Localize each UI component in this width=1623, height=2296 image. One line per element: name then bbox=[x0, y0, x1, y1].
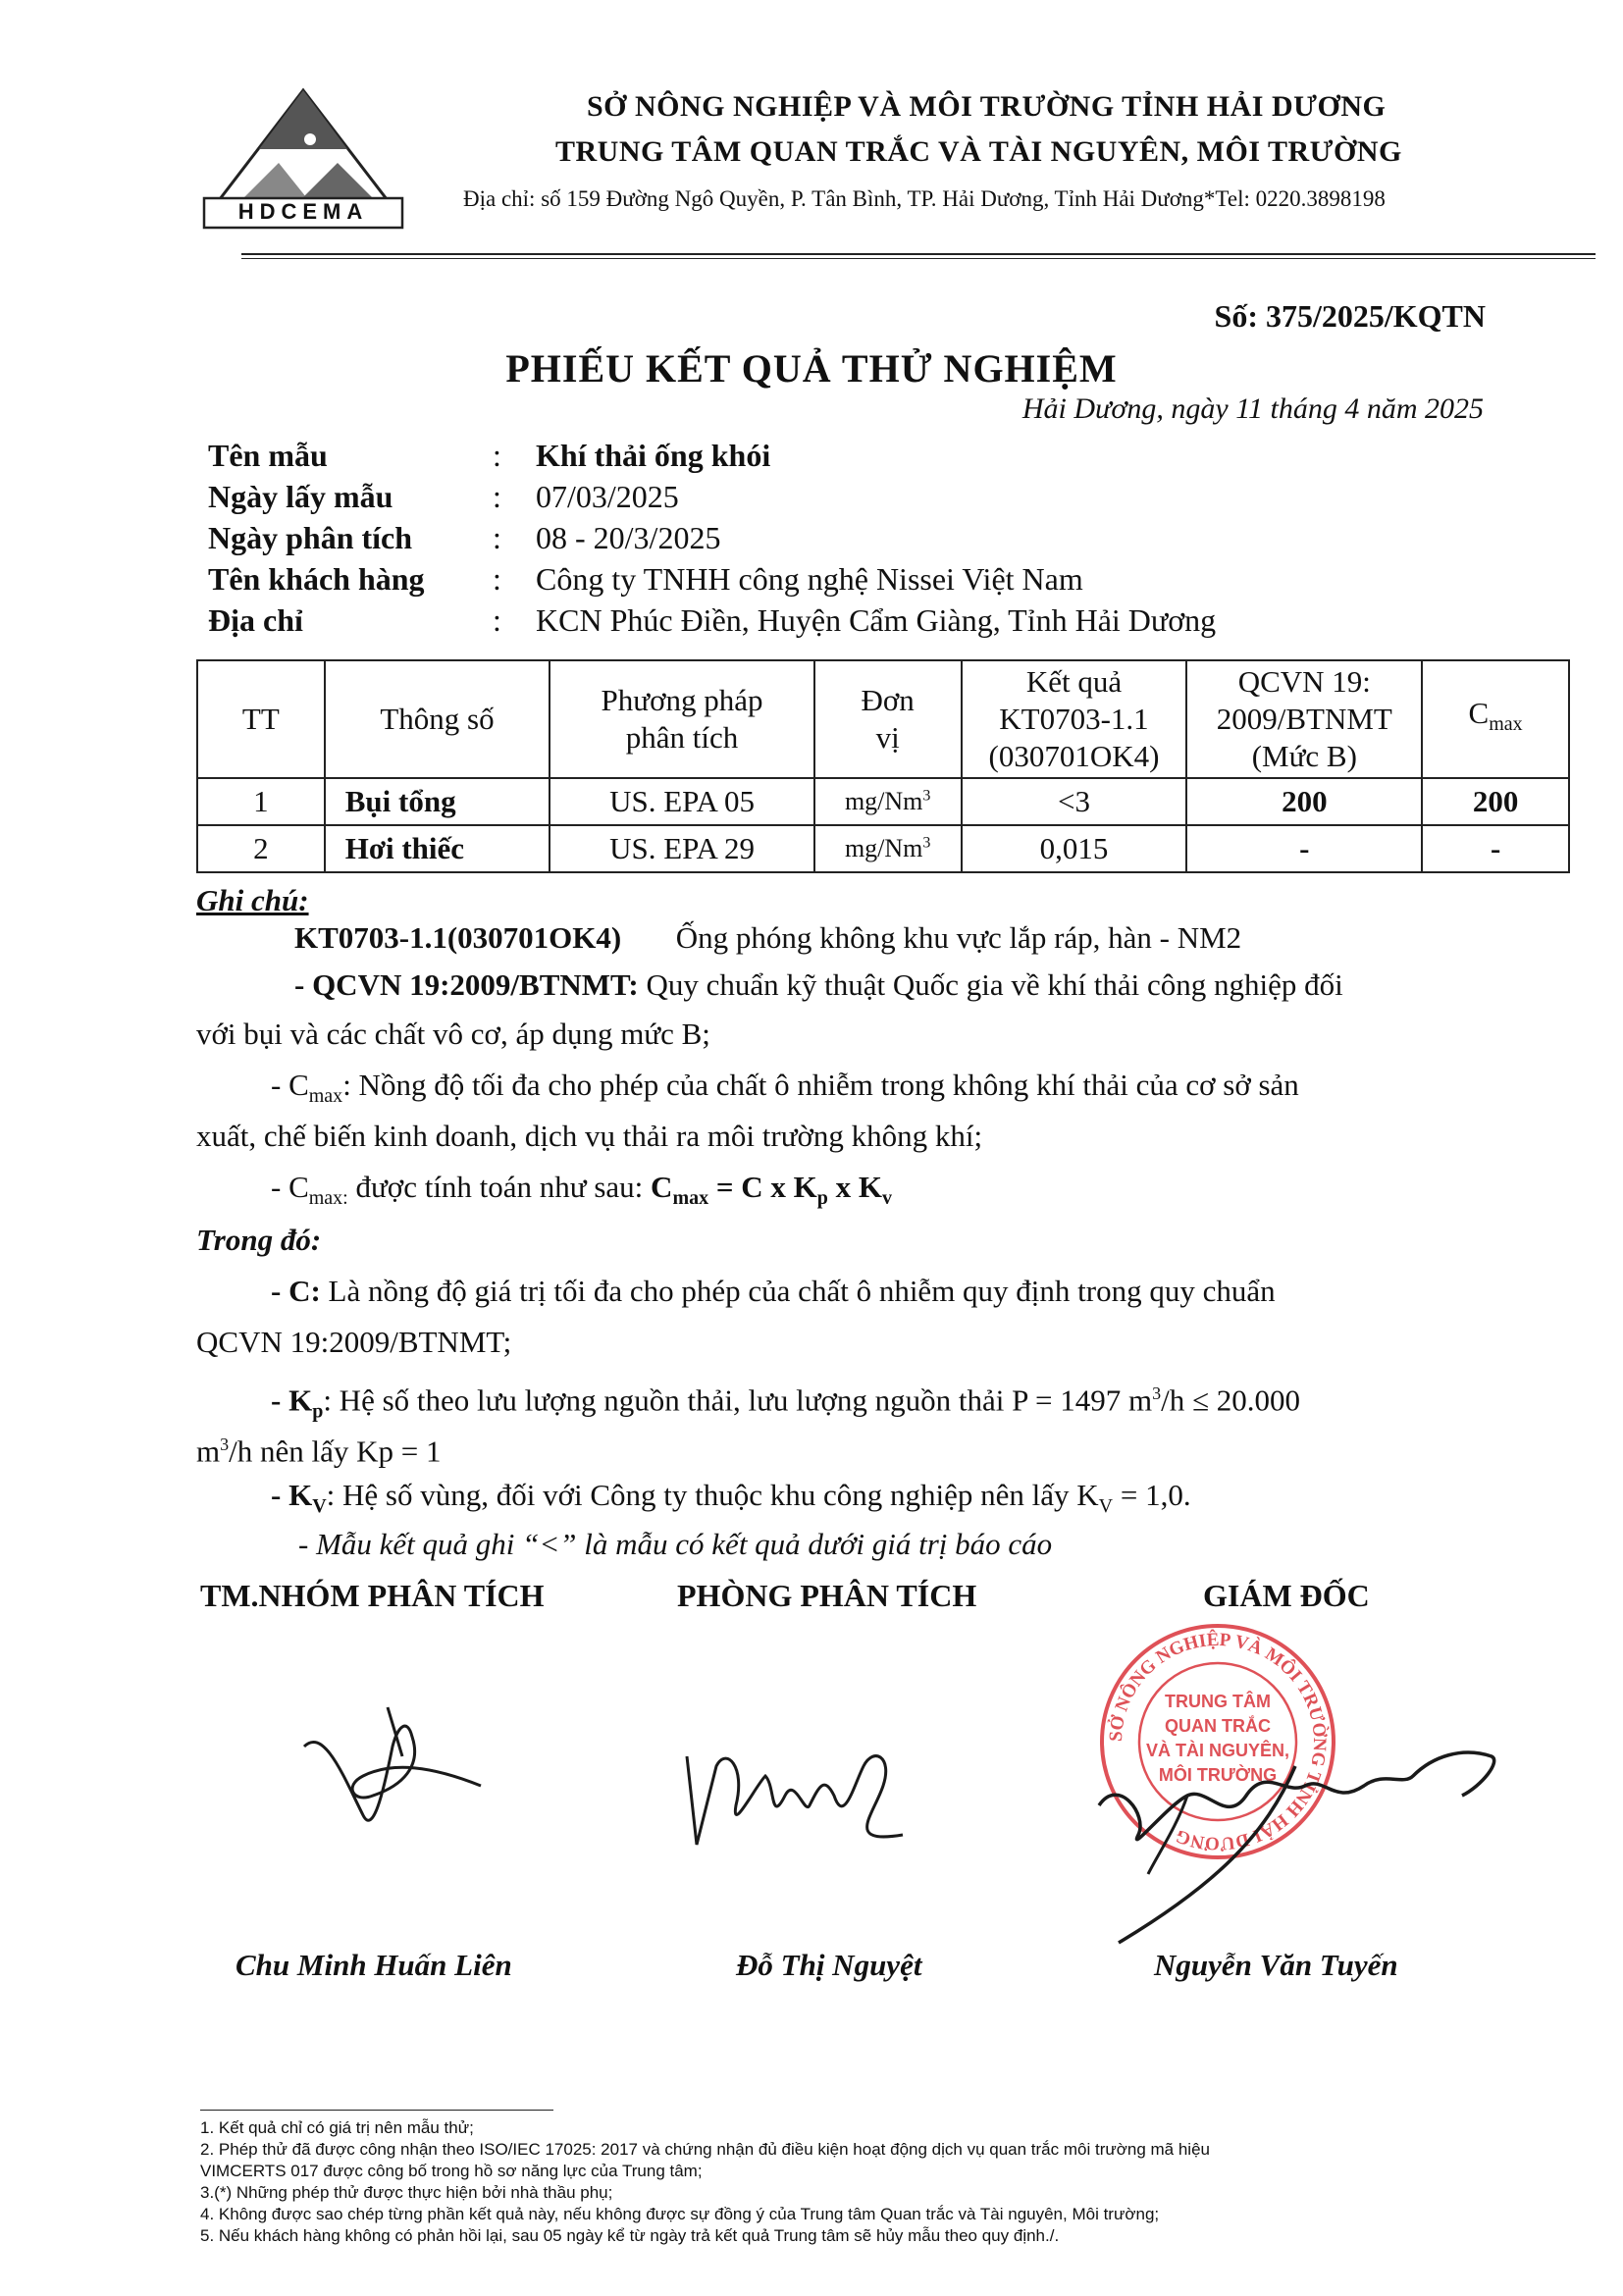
calc-sub: max: bbox=[308, 1187, 348, 1210]
info-label: Tên mẫu bbox=[208, 438, 328, 473]
header-qcvn-l1: QCVN 19: bbox=[1237, 664, 1371, 699]
signature-2 bbox=[657, 1727, 952, 1864]
info-sep: : bbox=[493, 520, 501, 555]
header-method-l1: Phương pháp bbox=[601, 683, 763, 717]
calc-prefix: - C bbox=[271, 1170, 309, 1204]
kv-sub: V bbox=[312, 1495, 327, 1518]
kp2-text: m bbox=[196, 1434, 221, 1469]
qcvn-label: - QCVN 19:2009/BTNMT: bbox=[294, 967, 639, 1002]
header-unit bbox=[814, 660, 962, 778]
notes-heading: Ghi chú: bbox=[196, 883, 309, 917]
info-value: 07/03/2025 bbox=[536, 479, 679, 514]
formula-vsub: v bbox=[882, 1187, 893, 1210]
cell-method: US. EPA 29 bbox=[550, 825, 813, 872]
cell-param: Bụi tổng bbox=[325, 778, 550, 825]
stamp-ring-text: SỞ NÔNG NGHIỆP VÀ MÔI TRƯỜNG TỈNH HẢI DƯƠNG bbox=[1105, 1629, 1331, 1854]
info-sep: : bbox=[493, 561, 501, 597]
info-label: Ngày lấy mẫu bbox=[208, 479, 393, 514]
info-label: Ngày phân tích bbox=[208, 520, 413, 555]
org-address: Địa chỉ: số 159 Đường Ngô Quyền, P. Tân Bình, TP. Hải Dương, Tỉnh Hải Dương*Tel: 0220.3898198 bbox=[463, 186, 1386, 211]
unit-text: mg/Nm bbox=[844, 834, 923, 862]
kv-sub2: V bbox=[1098, 1495, 1114, 1518]
logo bbox=[200, 82, 406, 232]
calc-text: được tính toán như sau: bbox=[347, 1170, 652, 1204]
header-cmax-c: C bbox=[1468, 696, 1490, 731]
note-calc-line bbox=[271, 1164, 892, 1222]
stamp-line-3: VÀ TÀI NGUYÊN, bbox=[1145, 1741, 1289, 1760]
info-value: Công ty TNHH công nghệ Nissei Việt Nam bbox=[536, 561, 1083, 597]
note-c-line2: QCVN 19:2009/BTNMT; bbox=[196, 1325, 512, 1359]
footer-line: 3.(*) Những phép thử được thực hiện bởi nhà thầu phụ; bbox=[200, 2183, 613, 2202]
document-date: Hải Dương, ngày 11 tháng 4 năm 2025 bbox=[1021, 392, 1484, 425]
header-method-l2: phân tích bbox=[625, 720, 739, 755]
logo-text: HDCEMA bbox=[237, 199, 369, 224]
header-result-l3: (030701OK4) bbox=[988, 739, 1160, 773]
stamp-line-1: TRUNG TÂM bbox=[1165, 1692, 1271, 1711]
header-unit-l2: vị bbox=[875, 720, 900, 755]
header-qcvn-l3: (Mức B) bbox=[1251, 739, 1357, 773]
stamp-line-2: QUAN TRẮC bbox=[1165, 1716, 1271, 1736]
cell-unit bbox=[814, 825, 962, 872]
c-text: Là nồng độ giá trị tối đa cho phép của chất ô nhiễm quy định trong quy chuẩn bbox=[320, 1274, 1276, 1308]
formula-psub: p bbox=[816, 1187, 828, 1210]
info-sep: : bbox=[493, 479, 501, 514]
cell-qcvn: 200 bbox=[1186, 778, 1422, 825]
info-row bbox=[208, 561, 1216, 602]
kp2-text-end: /h nên lấy Kp = 1 bbox=[229, 1434, 442, 1469]
info-row bbox=[208, 520, 1216, 561]
qcvn-text: Quy chuẩn kỹ thuật Quốc gia về khí thải công nghiệp đối bbox=[646, 967, 1343, 1002]
signature-title-director: GIÁM ĐỐC bbox=[1203, 1578, 1370, 1613]
signature-3 bbox=[1040, 1688, 1550, 1962]
unit-sup: 3 bbox=[922, 787, 931, 805]
trong-do: Trong đó: bbox=[196, 1223, 322, 1257]
cell-unit bbox=[814, 778, 962, 825]
kp-sub: p bbox=[312, 1400, 324, 1423]
signature-title-analysis-group: TM.NHÓM PHÂN TÍCH bbox=[200, 1578, 545, 1613]
footer-notes bbox=[200, 2117, 1495, 2247]
formula-c: C bbox=[651, 1170, 673, 1204]
cell-param: Hơi thiếc bbox=[325, 825, 550, 872]
footer-line: 5. Nếu khách hàng không có phản hồi lại, sau 05 ngày kể từ ngày trả kết quả Trung tâm sẽ hủy mẫu theo quy định./. bbox=[200, 2226, 1060, 2245]
table-row bbox=[197, 825, 1569, 872]
table-header-row bbox=[197, 660, 1569, 778]
signer-name-director: Nguyễn Văn Tuyến bbox=[1154, 1948, 1398, 1982]
header-result bbox=[962, 660, 1187, 778]
header-rule-top bbox=[241, 253, 1596, 255]
header-tt: TT bbox=[197, 660, 325, 778]
signature-1 bbox=[285, 1688, 500, 1854]
document-number: Số: 375/2025/KQTN bbox=[1214, 298, 1486, 334]
sample-desc: Ống phóng không khu vực lắp ráp, hàn - NM2 bbox=[675, 920, 1242, 955]
footer-line: 1. Kết quả chỉ có giá trị nên mẫu thử; bbox=[200, 2118, 474, 2137]
info-value: Khí thải ống khói bbox=[536, 438, 771, 473]
cmax-sub: max bbox=[308, 1085, 343, 1108]
info-row bbox=[208, 438, 1216, 479]
sample-info bbox=[208, 438, 1216, 644]
note-remark: - Mẫu kết quả ghi “<” là mẫu có kết quả dưới giá trị báo cáo bbox=[298, 1527, 1053, 1561]
cell-method: US. EPA 05 bbox=[550, 778, 813, 825]
header-qcvn bbox=[1186, 660, 1422, 778]
cell-tt: 2 bbox=[197, 825, 325, 872]
note-kp-line2 bbox=[196, 1421, 442, 1475]
cell-qcvn: - bbox=[1186, 825, 1422, 872]
unit-sup: 3 bbox=[922, 834, 931, 852]
formula bbox=[651, 1170, 893, 1210]
header-cmax-sub: max bbox=[1489, 713, 1523, 736]
cell-result: 0,015 bbox=[962, 825, 1187, 872]
kp2-sup: 3 bbox=[220, 1435, 230, 1454]
header-result-l2: KT0703-1.1 bbox=[999, 702, 1149, 736]
kv-text: : Hệ số vùng, đối với Công ty thuộc khu công nghiệp nên lấy K bbox=[326, 1478, 1099, 1512]
footer-rule bbox=[200, 2110, 553, 2111]
cell-result: <3 bbox=[962, 778, 1187, 825]
info-value: 08 - 20/3/2025 bbox=[536, 520, 721, 555]
c-label: - C: bbox=[271, 1274, 321, 1308]
info-row bbox=[208, 602, 1216, 644]
header-qcvn-l2: 2009/BTNMT bbox=[1216, 702, 1392, 736]
info-value: KCN Phúc Điền, Huyện Cẩm Giàng, Tỉnh Hải Dương bbox=[536, 602, 1217, 638]
note-c-line1 bbox=[271, 1268, 1276, 1315]
document-title: PHIẾU KẾT QUẢ THỬ NGHIỆM bbox=[505, 346, 1118, 391]
note-cmax-line1 bbox=[271, 1062, 1299, 1120]
header-cmax bbox=[1422, 660, 1569, 778]
signer-name-analysis-dept: Đỗ Thị Nguyệt bbox=[736, 1948, 922, 1982]
formula-csub: max bbox=[672, 1187, 709, 1210]
header-param: Thông số bbox=[325, 660, 550, 778]
cell-tt: 1 bbox=[197, 778, 325, 825]
org-line-1: SỞ NÔNG NGHIỆP VÀ MÔI TRƯỜNG TỈNH HẢI DƯƠNG bbox=[587, 90, 1387, 123]
footer-line: 4. Không được sao chép từng phần kết quả này, nếu không được sự đồng ý của Trung tâm Quan trắc và Tài nguyên, Môi trường; bbox=[200, 2205, 1160, 2223]
sample-code: KT0703-1.1(030701OK4) bbox=[294, 920, 622, 955]
formula-mid: = C x K bbox=[708, 1170, 817, 1204]
stamp-line-4: MÔI TRƯỜNG bbox=[1158, 1765, 1278, 1785]
footer-line: 2. Phép thử đã được công nhận theo ISO/IEC 17025: 2017 và chứng nhận đủ điều kiện hoạt động dịch vụ quan trắc môi trường mã hiệu bbox=[200, 2140, 1210, 2159]
org-line-2: TRUNG TÂM QUAN TRẮC VÀ TÀI NGUYÊN, MÔI TRƯỜNG bbox=[555, 135, 1402, 168]
unit-text: mg/Nm bbox=[844, 787, 923, 815]
kv-label: - K bbox=[271, 1478, 313, 1512]
note-cmax-line2: xuất, chế biến kinh doanh, dịch vụ thải ra môi trường không khí; bbox=[196, 1119, 983, 1153]
table-row bbox=[197, 778, 1569, 825]
kp-text-end: /h ≤ 20.000 bbox=[1161, 1383, 1300, 1418]
signer-name-analysis-group: Chu Minh Huấn Liên bbox=[236, 1948, 512, 1982]
info-sep: : bbox=[493, 438, 501, 473]
kv-end: = 1,0. bbox=[1113, 1478, 1191, 1512]
header-rule-bottom bbox=[241, 258, 1596, 259]
note-qcvn-line2: với bụi và các chất vô cơ, áp dụng mức B; bbox=[196, 1017, 710, 1051]
cmax-prefix: - C bbox=[271, 1068, 309, 1102]
info-label: Địa chỉ bbox=[208, 602, 303, 638]
results-table bbox=[196, 659, 1570, 873]
header-method bbox=[550, 660, 813, 778]
header-result-l1: Kết quả bbox=[1025, 664, 1123, 699]
note-qcvn-line1 bbox=[294, 962, 1343, 1009]
kp-text: : Hệ số theo lưu lượng nguồn thải, lưu lượng nguồn thải P = 1497 m bbox=[323, 1383, 1153, 1418]
info-row bbox=[208, 479, 1216, 520]
cell-cmax: 200 bbox=[1422, 778, 1569, 825]
kp-sup: 3 bbox=[1152, 1383, 1162, 1403]
info-sep: : bbox=[493, 602, 501, 638]
formula-x: x K bbox=[827, 1170, 883, 1204]
kp-label: - K bbox=[271, 1383, 313, 1418]
signature-title-analysis-dept: PHÒNG PHÂN TÍCH bbox=[677, 1578, 977, 1613]
cell-cmax: - bbox=[1422, 825, 1569, 872]
footer-line: VIMCERTS 017 được công bố trong hồ sơ năng lực của Trung tâm; bbox=[200, 2162, 703, 2180]
cmax-text: : Nồng độ tối đa cho phép của chất ô nhiễm trong không khí thải của cơ sở sản bbox=[342, 1068, 1299, 1102]
header-unit-l1: Đơn bbox=[861, 683, 915, 717]
info-label: Tên khách hàng bbox=[208, 561, 425, 597]
note-sample-line bbox=[294, 914, 1241, 962]
